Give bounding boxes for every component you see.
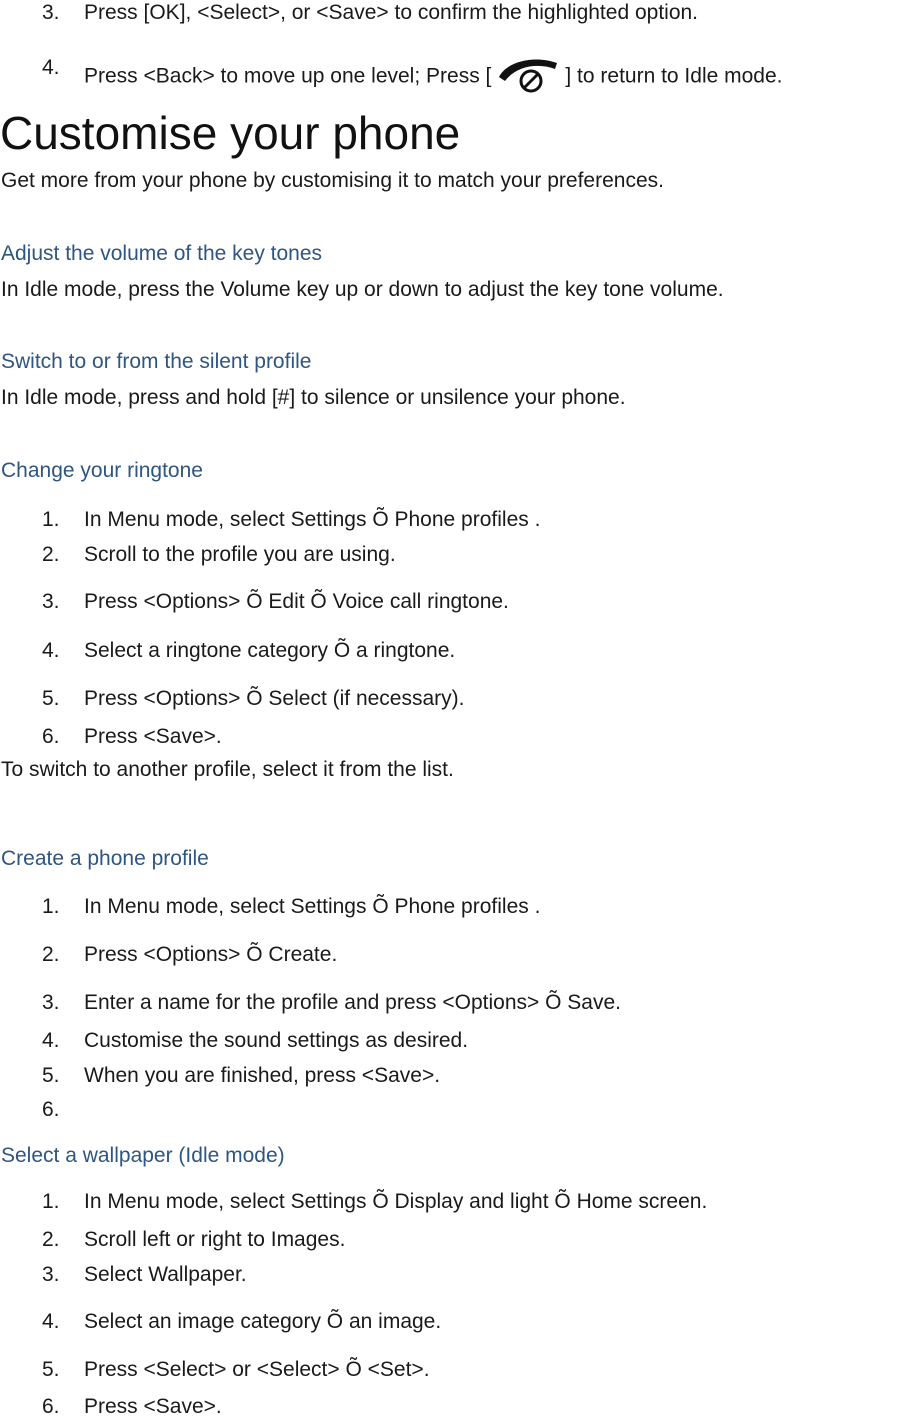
step-text: Press [OK], <Select>, or <Save> to confirm the highlighted option. (84, 1, 699, 24)
step-number: 3. (42, 991, 60, 1014)
step-text: Press <Select> or <Select> Õ <Set>. (84, 1358, 430, 1381)
step-text: Press <Options> Õ Edit Õ Voice call ringtone. (84, 590, 509, 613)
step-text: In Menu mode, select Settings Õ Phone profiles . (84, 895, 541, 918)
step-number: 1. (42, 1190, 60, 1213)
step-number: 4. (42, 639, 60, 662)
step-text: Enter a name for the profile and press <Options> Õ Save. (84, 991, 621, 1014)
step-text: Press <Options> Õ Create. (84, 943, 338, 966)
step-text: When you are finished, press <Save>. (84, 1064, 441, 1087)
section-heading-silent: Switch to or from the silent profile (1, 350, 312, 373)
step-number: 2. (42, 943, 60, 966)
step-number: 5. (42, 1358, 60, 1381)
step-number: 5. (42, 1064, 60, 1087)
section-heading-volume: Adjust the volume of the key tones (1, 242, 323, 265)
step-text: Select a ringtone category Õ a ringtone. (84, 639, 456, 662)
step-number: 3. (42, 590, 60, 613)
step-text: Scroll left or right to Images. (84, 1228, 346, 1251)
section-heading-profile: Create a phone profile (1, 847, 209, 870)
step-number: 4. (42, 1310, 60, 1333)
step-number: 1. (42, 508, 60, 531)
step-number: 6. (42, 725, 60, 748)
step-text: Select Wallpaper. (84, 1263, 247, 1286)
section-heading-ringtone: Change your ringtone (1, 459, 203, 482)
step-number: 5. (42, 687, 60, 710)
step-text: Select an image category Õ an image. (84, 1310, 442, 1333)
section-body-volume: In Idle mode, press the Volume key up or down to adjust the key tone volume. (1, 278, 724, 301)
step-text: Press <Options> Õ Select (if necessary). (84, 687, 465, 710)
end-call-icon (493, 55, 563, 99)
step-text-before: Press <Back> to move up one level; Press [ (84, 64, 492, 88)
step-text: Customise the sound settings as desired. (84, 1029, 469, 1052)
step-number: 3. (42, 1263, 60, 1286)
step-text (84, 55, 783, 99)
step-number: 6. (42, 1098, 60, 1121)
step-number: 2. (42, 543, 60, 566)
page-title: Customise your phone (0, 107, 461, 159)
step-text: Scroll to the profile you are using. (84, 543, 396, 566)
section-body-silent: In Idle mode, press and hold [#] to silence or unsilence your phone. (1, 386, 626, 409)
step-number: 6. (42, 1395, 60, 1418)
step-text: In Menu mode, select Settings Õ Display and light Õ Home screen. (84, 1190, 708, 1213)
step-text: In Menu mode, select Settings Õ Phone profiles . (84, 508, 541, 531)
step-number: 4. (42, 1029, 60, 1052)
section-heading-wallpaper: Select a wallpaper (Idle mode) (1, 1144, 285, 1167)
step-number: 3. (42, 1, 60, 24)
step-number: 2. (42, 1228, 60, 1251)
step-number: 4. (42, 56, 60, 79)
step-text-after: ] to return to Idle mode. (565, 64, 783, 88)
step-text: Press <Save>. (84, 725, 222, 748)
section-note-ringtone: To switch to another profile, select it from the list. (1, 758, 454, 781)
step-text: Press <Save>. (84, 1395, 222, 1418)
step-number: 1. (42, 895, 60, 918)
page-subtitle: Get more from your phone by customising it to match your preferences. (1, 169, 664, 192)
